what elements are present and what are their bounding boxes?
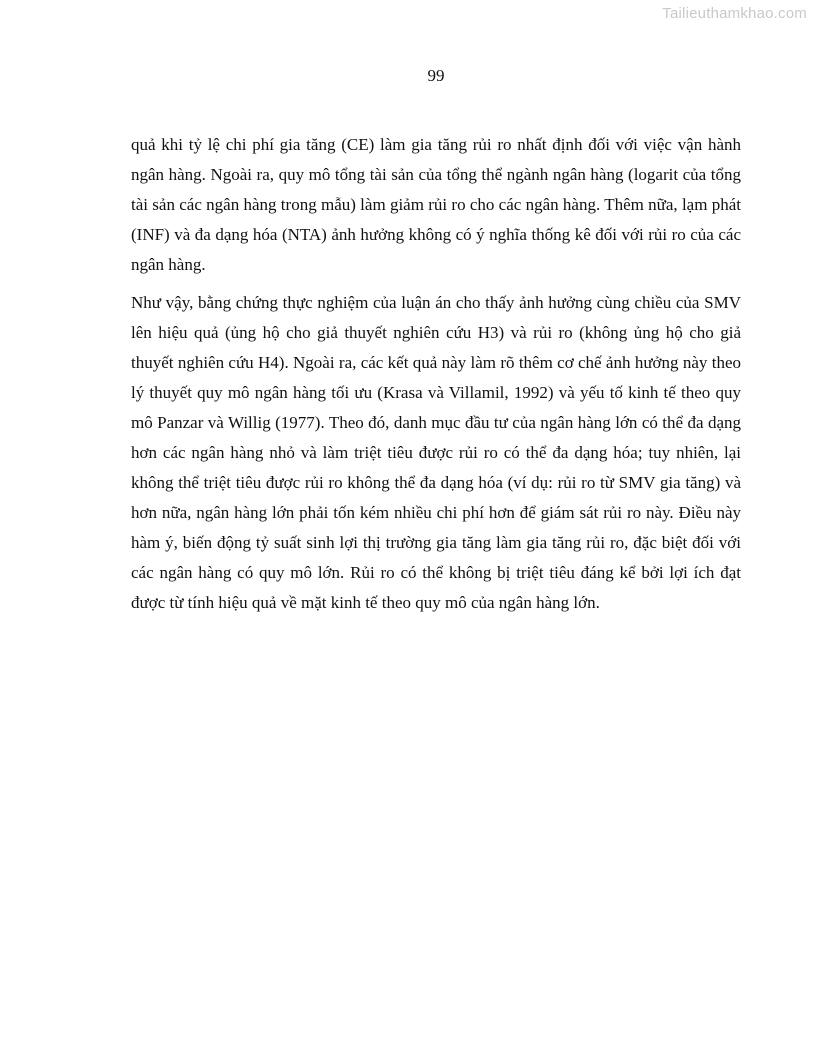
document-body: [131, 130, 741, 626]
page-number: 99: [427, 66, 445, 85]
paragraph-1: quả khi tỷ lệ chi phí gia tăng (CE) làm gia tăng rủi ro nhất định đối với việc vận hành ngân hàng. Ngoài ra, quy mô tổng tài sản của tổng thể ngành ngân hàng (logarit của tổng tài sản các ngân hàng trong mẫu) làm giảm rủi ro cho các ngân hàng. Thêm nữa, lạm phát (INF) và đa dạng hóa (NTA) ảnh hưởng không có ý nghĩa thống kê đối với rủi ro của các ngân hàng.: [131, 135, 741, 274]
paragraph-2: Như vậy, bằng chứng thực nghiệm của luận án cho thấy ảnh hưởng cùng chiều của SMV lên hiệu quả (ủng hộ cho giả thuyết nghiên cứu H3) và rủi ro (không ủng hộ cho giả thuyết nghiên cứu H4). Ngoài ra, các kết quả này làm rõ thêm cơ chế ảnh hưởng này theo lý thuyết quy mô ngân hàng tối ưu (Krasa và Villamil, 1992) và yếu tố kinh tế theo quy mô Panzar và Willig (1977). Theo đó, danh mục đầu tư của ngân hàng lớn có thể đa dạng hơn các ngân hàng nhỏ và làm triệt tiêu được rủi ro có thể đa dạng hóa; tuy nhiên, lại không thể triệt tiêu được rủi ro không thể đa dạng hóa (ví dụ: rủi ro từ SMV gia tăng) và hơn nữa, ngân hàng lớn phải tốn kém nhiều chi phí hơn để giám sát rủi ro này. Điều này hàm ý, biến động tỷ suất sinh lợi thị trường gia tăng làm gia tăng rủi ro, đặc biệt đối với các ngân hàng có quy mô lớn. Rủi ro có thể không bị triệt tiêu đáng kể bởi lợi ích đạt được từ tính hiệu quả về mặt kinh tế theo quy mô của ngân hàng lớn.: [131, 293, 741, 612]
watermark: Tailieuthamkhao.com: [662, 5, 807, 22]
